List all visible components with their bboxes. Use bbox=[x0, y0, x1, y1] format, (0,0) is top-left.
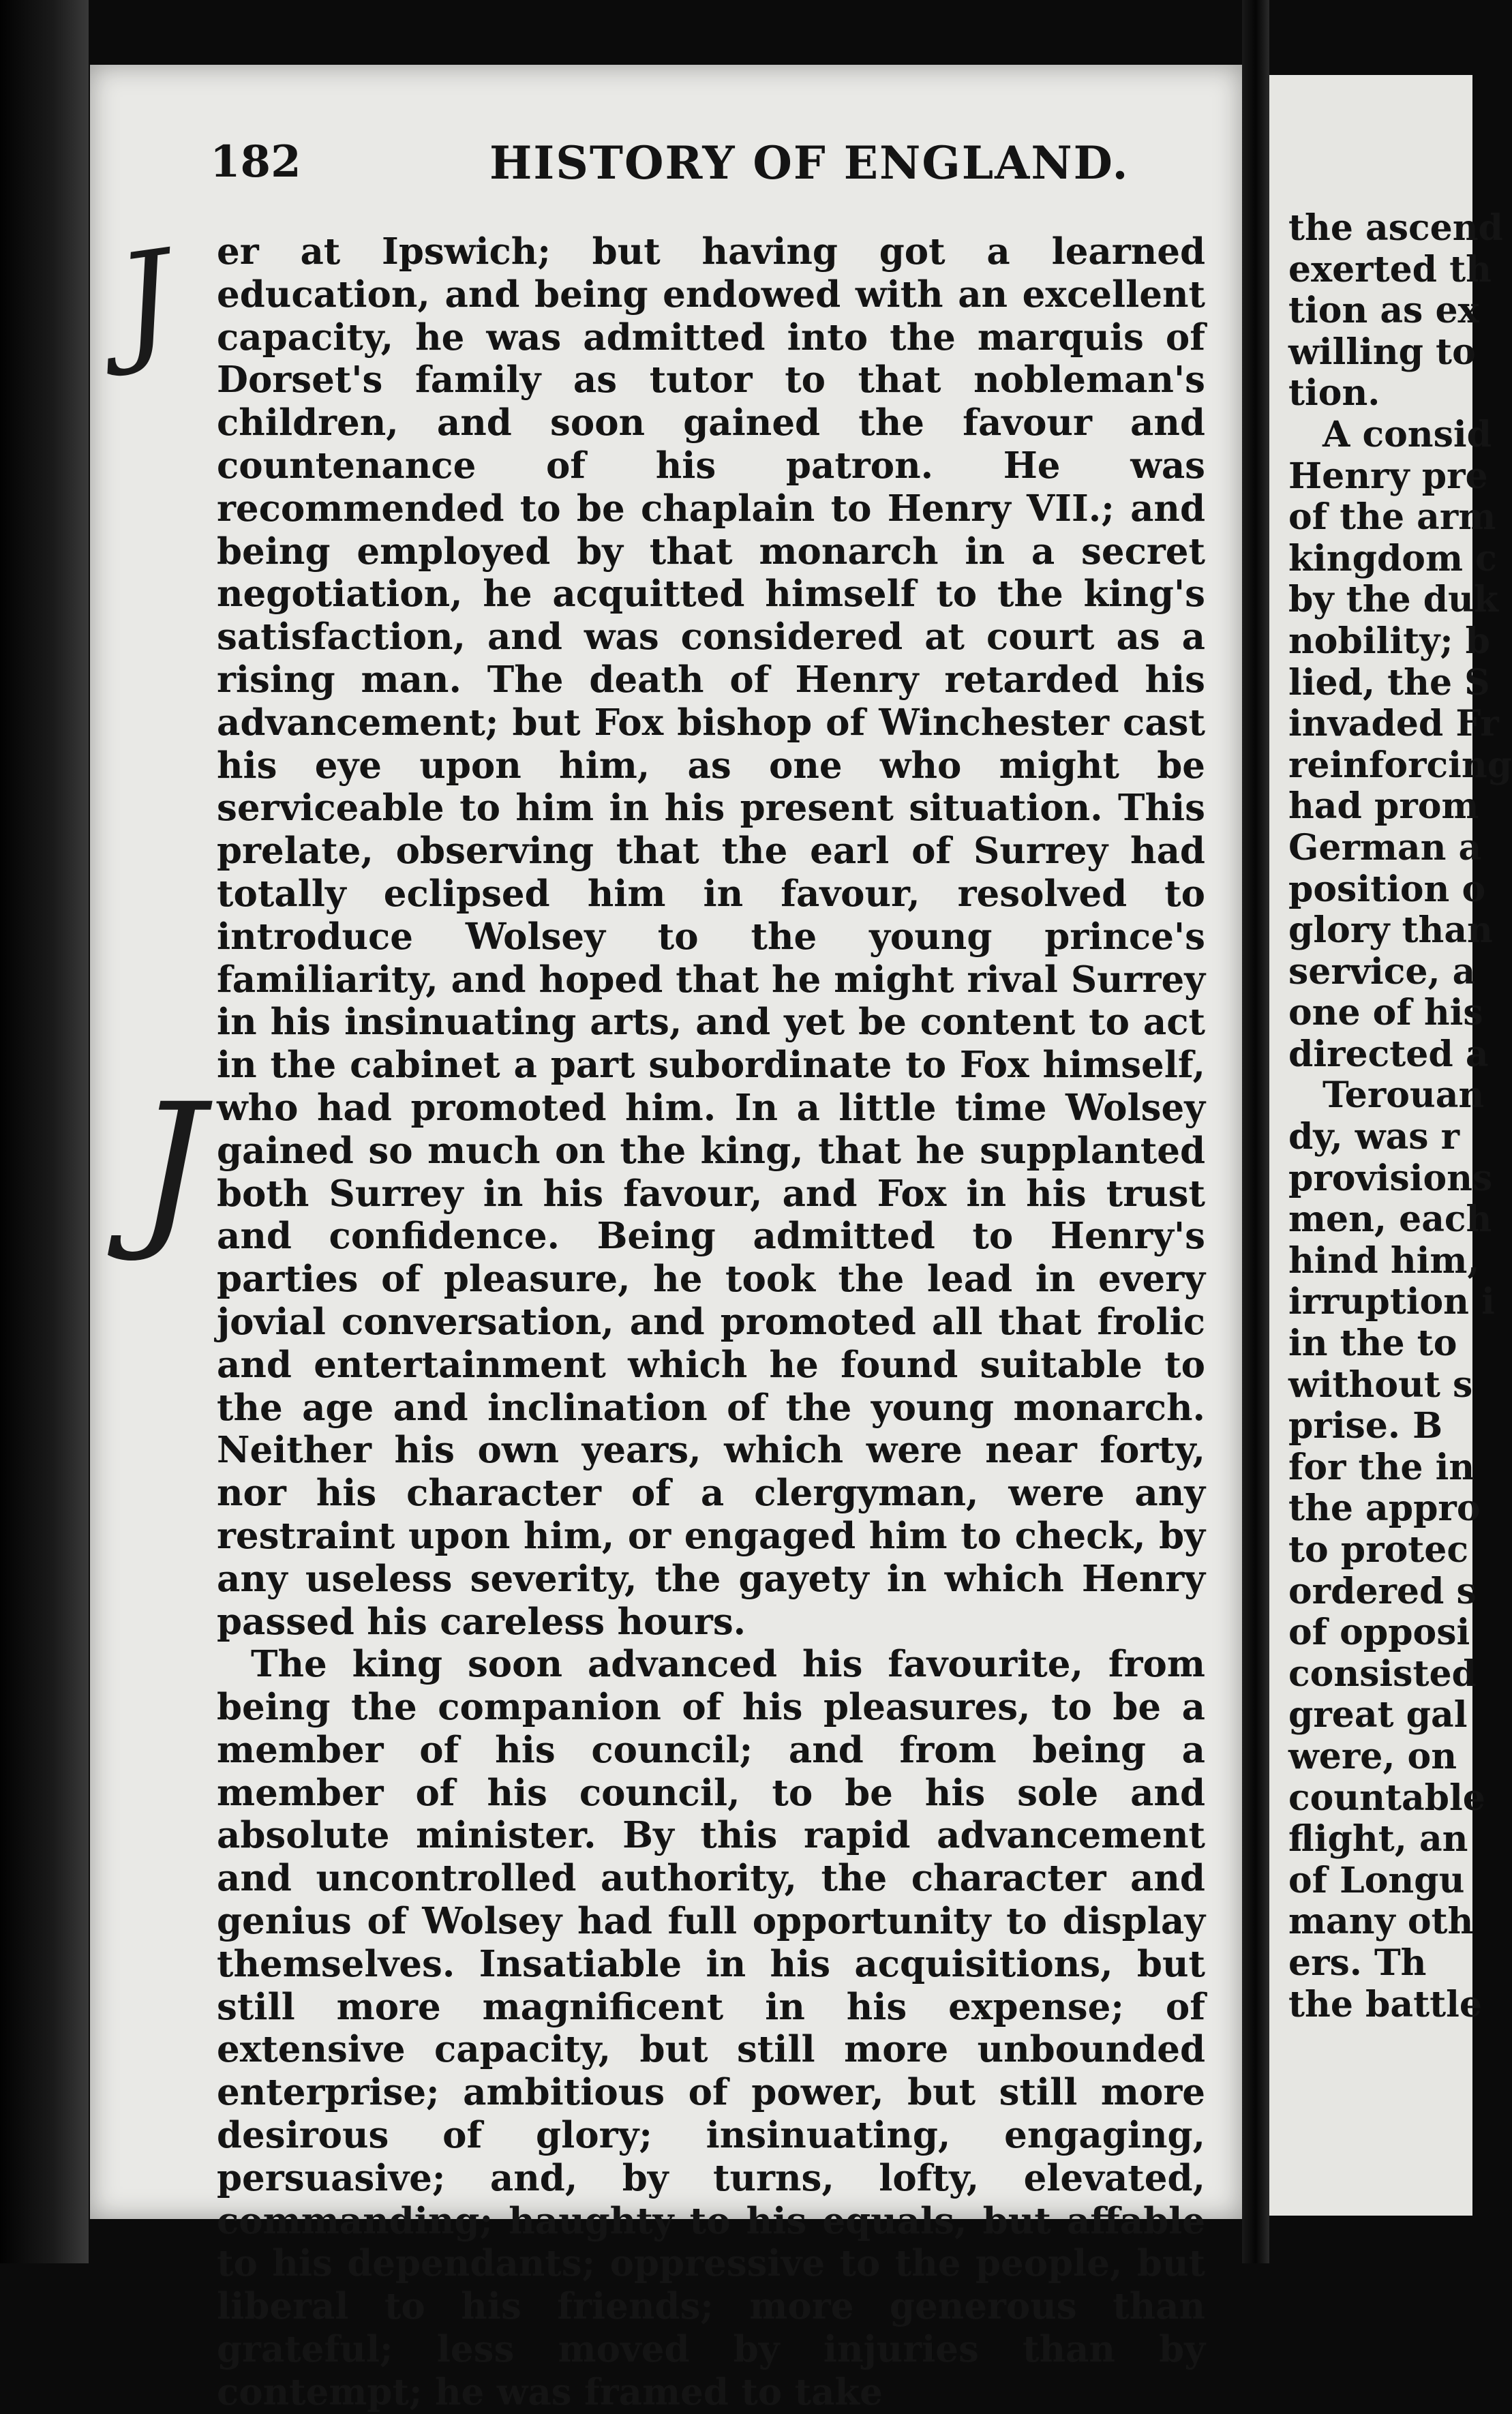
facing-line: ers. Th bbox=[1288, 1942, 1427, 1984]
facing-line: were, on bbox=[1288, 1735, 1457, 1777]
handwritten-margin-mark: J bbox=[108, 222, 182, 379]
facing-line: prise. B bbox=[1288, 1405, 1443, 1447]
scan-dark-border bbox=[0, 0, 89, 2263]
facing-line: provisions bbox=[1288, 1157, 1493, 1199]
facing-line: exerted th bbox=[1288, 248, 1492, 290]
facing-line: in the to bbox=[1288, 1323, 1457, 1365]
facing-line: ordered s bbox=[1288, 1570, 1477, 1612]
facing-line: Terouan bbox=[1322, 1074, 1485, 1117]
facing-line: tion as ex bbox=[1288, 290, 1479, 332]
facing-line: by the duk bbox=[1288, 579, 1498, 621]
handwritten-margin-mark: J bbox=[136, 1067, 205, 1265]
paragraph: The king soon advanced his favourite, from being the companion of his pleasures, to be a member of his council; and from being a member of his council, to be his sole and absolute minister. By this rapid advancement and uncontrolled authority, the character and genius of Wolsey had full opportunity to display themselves. Insatiable in his acquisitions, but still more magnificent in his expense; of extensive capacity, but still more unbounded enterprise; ambitious of power, but still more desirous of glory; insinuating, engaging, persuasive; and, by turns, lofty, elevated, commanding; haughty to his equals, but affable to his dependants; oppressive to the people, but liberal to his friends; more generous than grateful; less moved by injuries than by contempt; he was framed to take bbox=[217, 1643, 1205, 2413]
facing-line: invaded Fr bbox=[1288, 703, 1499, 745]
facing-line: had prom bbox=[1288, 785, 1479, 828]
facing-line: countable bbox=[1288, 1777, 1485, 1819]
page-number: 182 bbox=[210, 136, 301, 187]
facing-line: position o bbox=[1288, 868, 1486, 910]
facing-line: of opposi bbox=[1288, 1612, 1470, 1654]
running-head: HISTORY OF ENGLAND. bbox=[489, 136, 1130, 190]
facing-line: consisted bbox=[1288, 1653, 1477, 1695]
facing-line: German a bbox=[1288, 826, 1482, 869]
facing-line: for the in bbox=[1288, 1446, 1475, 1488]
facing-line: the appro bbox=[1288, 1488, 1481, 1530]
facing-line: of the arm bbox=[1288, 496, 1496, 539]
facing-line: without s bbox=[1288, 1363, 1473, 1406]
facing-line: flight, an bbox=[1288, 1818, 1468, 1860]
facing-line: tion. bbox=[1288, 372, 1380, 414]
facing-line: kingdom c bbox=[1288, 537, 1497, 579]
facing-line: glory than bbox=[1288, 909, 1493, 952]
facing-page-text bbox=[1288, 207, 1512, 2025]
facing-line: Henry pre bbox=[1288, 455, 1488, 497]
paragraph: er at Ipswich; but having got a learned education, and being endowed with an excellent capacity, he was admitted into the marquis of Dorset's family as tutor to that nobleman's children, and soon gained the favour and countenance of his patron. He was recommended to be chaplain to Henry VII.; and being employed by that monarch in a secret negotiation, he acquitted himself to the king's satisfaction, and was considered at court as a rising man. The death of Henry retarded his advancement; but Fox bishop of Winchester cast his eye upon him, as one who might be serviceable to him in his present situation. This prelate, observing that the earl of Surrey had totally eclipsed him in favour, resolved to introduce Wolsey to the young prince's familiarity, and hoped that he might rival Surrey in his insinuating arts, and yet be content to act in the cabinet a part subordinate to Fox himself, who had promoted him. In a little time Wolsey gained so much on the king, that he supplanted both Surrey in his favour, and Fox in his trust and confidence. Being admitted to Henry's parties of pleasure, he took the lead in every jovial conversation, and promoted all that frolic and entertainment which he found suitable to the age and inclination of the young monarch. Neither his own years, which were near forty, nor his character of a clergyman, were any restraint upon him, or engaged him to check, by any useless severity, the gayety in which Henry passed his careless hours. bbox=[217, 230, 1205, 1643]
facing-line: willing to bbox=[1288, 331, 1476, 373]
facing-line: directed a bbox=[1288, 1033, 1489, 1075]
facing-line: reinforcing bbox=[1288, 744, 1512, 786]
page-header bbox=[128, 136, 1205, 198]
page-body bbox=[217, 230, 1205, 2414]
facing-line: lied, the S bbox=[1288, 661, 1490, 704]
facing-line: nobility; b bbox=[1288, 620, 1491, 662]
facing-line: one of his bbox=[1288, 992, 1483, 1034]
facing-line: the battle bbox=[1288, 1983, 1482, 2025]
facing-line: the ascend bbox=[1288, 207, 1503, 249]
facing-line: irruption i bbox=[1288, 1281, 1495, 1323]
facing-line: of Longu bbox=[1288, 1859, 1465, 1901]
facing-line: dy, was r bbox=[1288, 1116, 1460, 1158]
facing-line: great gal bbox=[1288, 1694, 1468, 1736]
facing-line: many oth bbox=[1288, 1901, 1474, 1943]
book-page-right bbox=[1269, 75, 1512, 2216]
facing-line: men, each bbox=[1288, 1198, 1492, 1241]
facing-line: hind him, bbox=[1288, 1239, 1480, 1282]
facing-line: A consid bbox=[1322, 413, 1492, 455]
book-gutter bbox=[1242, 0, 1269, 2263]
facing-line: to protec bbox=[1288, 1529, 1469, 1571]
facing-line: service, a bbox=[1288, 950, 1476, 993]
